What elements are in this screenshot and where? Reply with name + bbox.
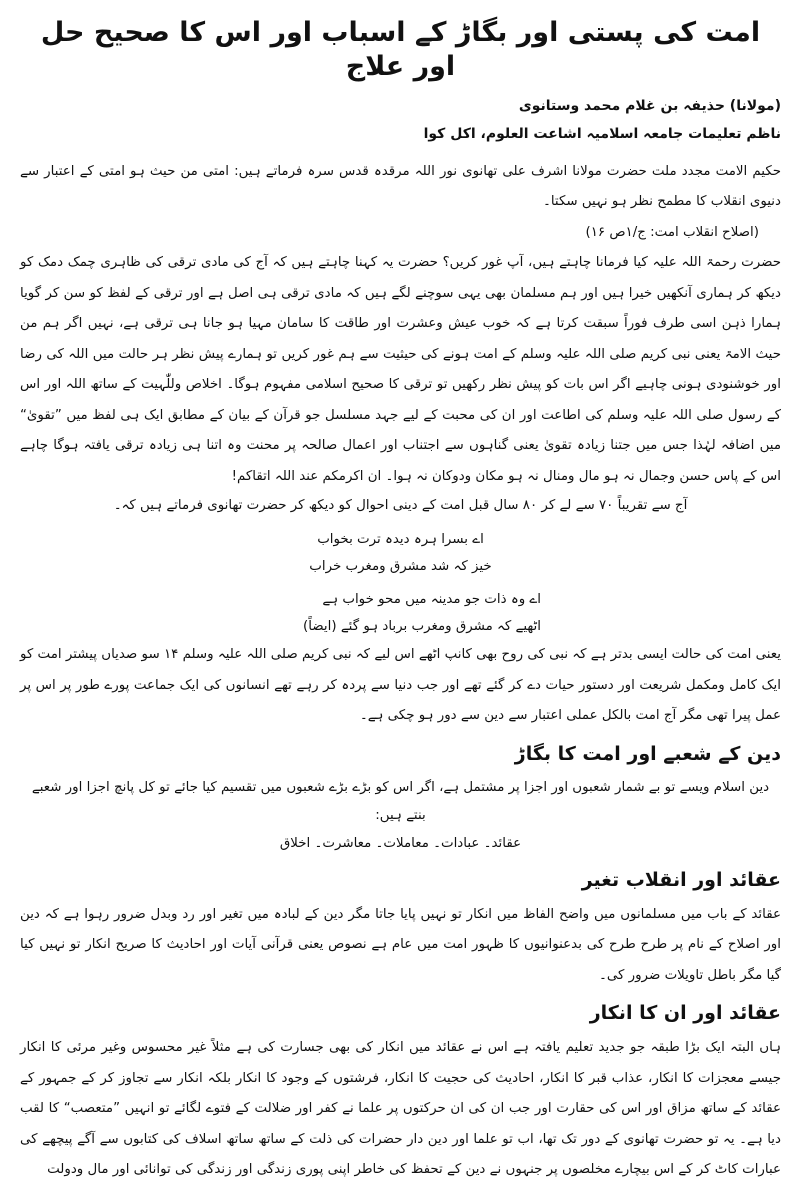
- urdu-verse-line-1: اے وہ ذات جو مدینہ میں محو خواب ہے: [322, 592, 541, 607]
- quote-paragraph: حکیم الامت مجدد ملت حضرت مولانا اشرف علی تھانوی نور اللہ مرقدہ قدس سرہ فرماتے ہیں: امتی من حیث ہو امتی کے اعتبار سے دنیوی انقلاب کا مطمح نظر ہو نہیں سکتا۔: [20, 163, 781, 209]
- body-paragraph-1: حضرت رحمۃ اللہ علیہ کیا فرمانا چاہتے ہیں، آپ غور کریں؟ حضرت یہ کہنا چاہتے ہیں کہ آج کی مادی ترقی کی ظاہری چمک دمک کو دیکھ کر ہماری آنکھیں خیرا ہیں اور ہم مسلمان بھی یہی سوچنے لگے ہیں کہ مادی ترقی ہی اصل ہے اور ترقی کے لفظ کو سن کر گویا ہمارا ذہن اسی طرف فوراً سبقت کرتا ہے کہ خوب عیش وعشرت اور طاقت کا سامان مہیا ہو جانا ہی ترقی ہے، نہیں اگر ہم من حیث الامۃ یعنی نبی کریم صلی اللہ علیہ وسلم کے امت ہونے کی حیثیت سے ہم غور کریں تو ہمارے پیش نظر ہر حالت میں اللہ کی رضا اور خوشنودی ہونی چاہیے اگر اس بات کو پیش نظر رکھیں تو ترقی کا صحیح اسلامی مفہوم ہوگا۔ اخلاص وللّٰہیت کے ساتھ اللہ اور اس کے رسول صلی اللہ علیہ وسلم کی اطاعت اور ان کی محبت کے لیے جہد مسلسل جو قرآن کے بیان کے مطابق ایک ہی لفظ میں ”تقویٰ“ میں اضافہ لہٰذا جس میں جتنا زیادہ تقویٰ یعنی گناہوں سے اجتناب اور اعمال صالحہ پر محنت وہ اتنا ہی زیادہ ترقی یافتہ ہوگا چاہے اس کے پاس حسن وجمال نہ ہو مال ومنال نہ ہو مکان ودوکان نہ ہوا۔ ان اکرمکم عند اللہ اتقاکم!: [20, 255, 781, 484]
- section-heading-din: دین کے شعبے اور امت کا بگاڑ: [514, 742, 781, 765]
- author-name: (مولانا) حذیفہ بن غلام محمد وستانوی: [518, 97, 781, 114]
- urdu-verse-line-2: اٹھیے کہ مشرق ومغرب برباد ہو گئے (ایضاً): [302, 619, 541, 634]
- persian-verse-line-2: خیز کہ شد مشرق ومغرب خراب: [309, 559, 492, 574]
- body-paragraph-4: دین اسلام ویسے تو بے شمار شعبوں اور اجزا پر مشتمل ہے، اگر اس کو بڑے بڑے شعبوں میں تقسیم کیا جائے تو کل پانچ اجزا اور شعبے بنتے ہیں:: [31, 779, 770, 823]
- body-paragraph-2: آج سے تقریباً ۷۰ سے لے کر ۸۰ سال قبل امت کے دینی احوال کو دیکھ کر حضرت تھانوی فرماتے ہیں کہ۔: [113, 498, 688, 513]
- body-paragraph-3: یعنی امت کی حالت ایسی بدتر ہے کہ نبی کی روح بھی کانپ اٹھے اس لیے کہ نبی کریم صلی اللہ علیہ وسلم ۱۴ سو صدیاں پیشتر امت کو ایک کامل ومکمل شریعت اور دستور حیات دے کر گئے تھے اور جب دنیا سے پردہ کر رہے تھے انسانوں کی ایک جماعت پورے طور پر اس پر عمل پیرا تھی مگر آج امت بالکل عملی اعتبار سے دین سے دور ہو چکی ہے۔: [20, 647, 781, 723]
- section-heading-aqaid: عقائد اور انقلاب تغیر: [581, 868, 781, 891]
- quote-reference: (اصلاح انقلاب امت: ج/۱ص ۱۶): [585, 224, 759, 240]
- five-parts-list: عقائد۔ عبادات۔ معاملات۔ معاشرت۔ اخلاق: [279, 835, 522, 851]
- section-heading-inkar: عقائد اور ان کا انکار: [589, 1002, 781, 1024]
- article-title: امت کی پستی اور بگاڑ کے اسباب اور اس کا صحیح حل اور علاج: [40, 17, 761, 82]
- body-paragraph-5: عقائد کے باب میں مسلمانوں میں واضح الفاظ میں انکار تو نہیں پایا جاتا مگر دین کے لبادہ میں تغیر اور رد وبدل ضرور رہوا ہے کہ دین اور اصلاح کے نام پر طرح طرح کی بدعنوانیوں کا ظہور امت میں عام ہے نصوص یعنی قرآنی آیات اور احادیث کا صریح انکار تو نہیں کیا گیا مگر باطل تاویلات ضرور کی۔: [20, 906, 781, 983]
- author-organization: ناظم تعلیمات جامعہ اسلامیہ اشاعت العلوم، اکل کوا: [423, 125, 781, 142]
- body-paragraph-6: ہاں البتہ ایک بڑا طبقہ جو جدید تعلیم یافتہ ہے اس نے عقائد میں انکار کی بھی جسارت کی ہے مثلاً غیر محسوس وغیر مرئی کا انکار جیسے معجزات کا انکار، عذاب قبر کا انکار، احادیث کی حجیت کا انکار، فرشتوں کے وجود کا انکار بلکہ انکار سے تجاوز کر کے جمہور کے عقائد کے ساتھ مزاق اور اس کی حقارت اور جب ان کی ان حرکتوں پر علما نے کفر اور ضلالت کے فتوے لگائے تو انہیں ”متعصب“ کا لقب دیا ہے۔ یہ تو حضرت تھانوی کے دور تک تھا، اب تو علما اور دین دار حضرات کی ذلت کے ساتھ ساتھ اسلاف کی کتابوں سے آگے پیچھے کی عبارات کاٹ کر کے اس بیچارے مخلصوں پر جنہوں نے دین کے تحفظ کی خاطر اپنی پوری زندگی اور زندگی کی توانائی اور مال ودولت: [20, 1040, 781, 1177]
- persian-verse-line-1: اے بسرا ہرہ دیدہ ترت بخواب: [317, 532, 484, 547]
